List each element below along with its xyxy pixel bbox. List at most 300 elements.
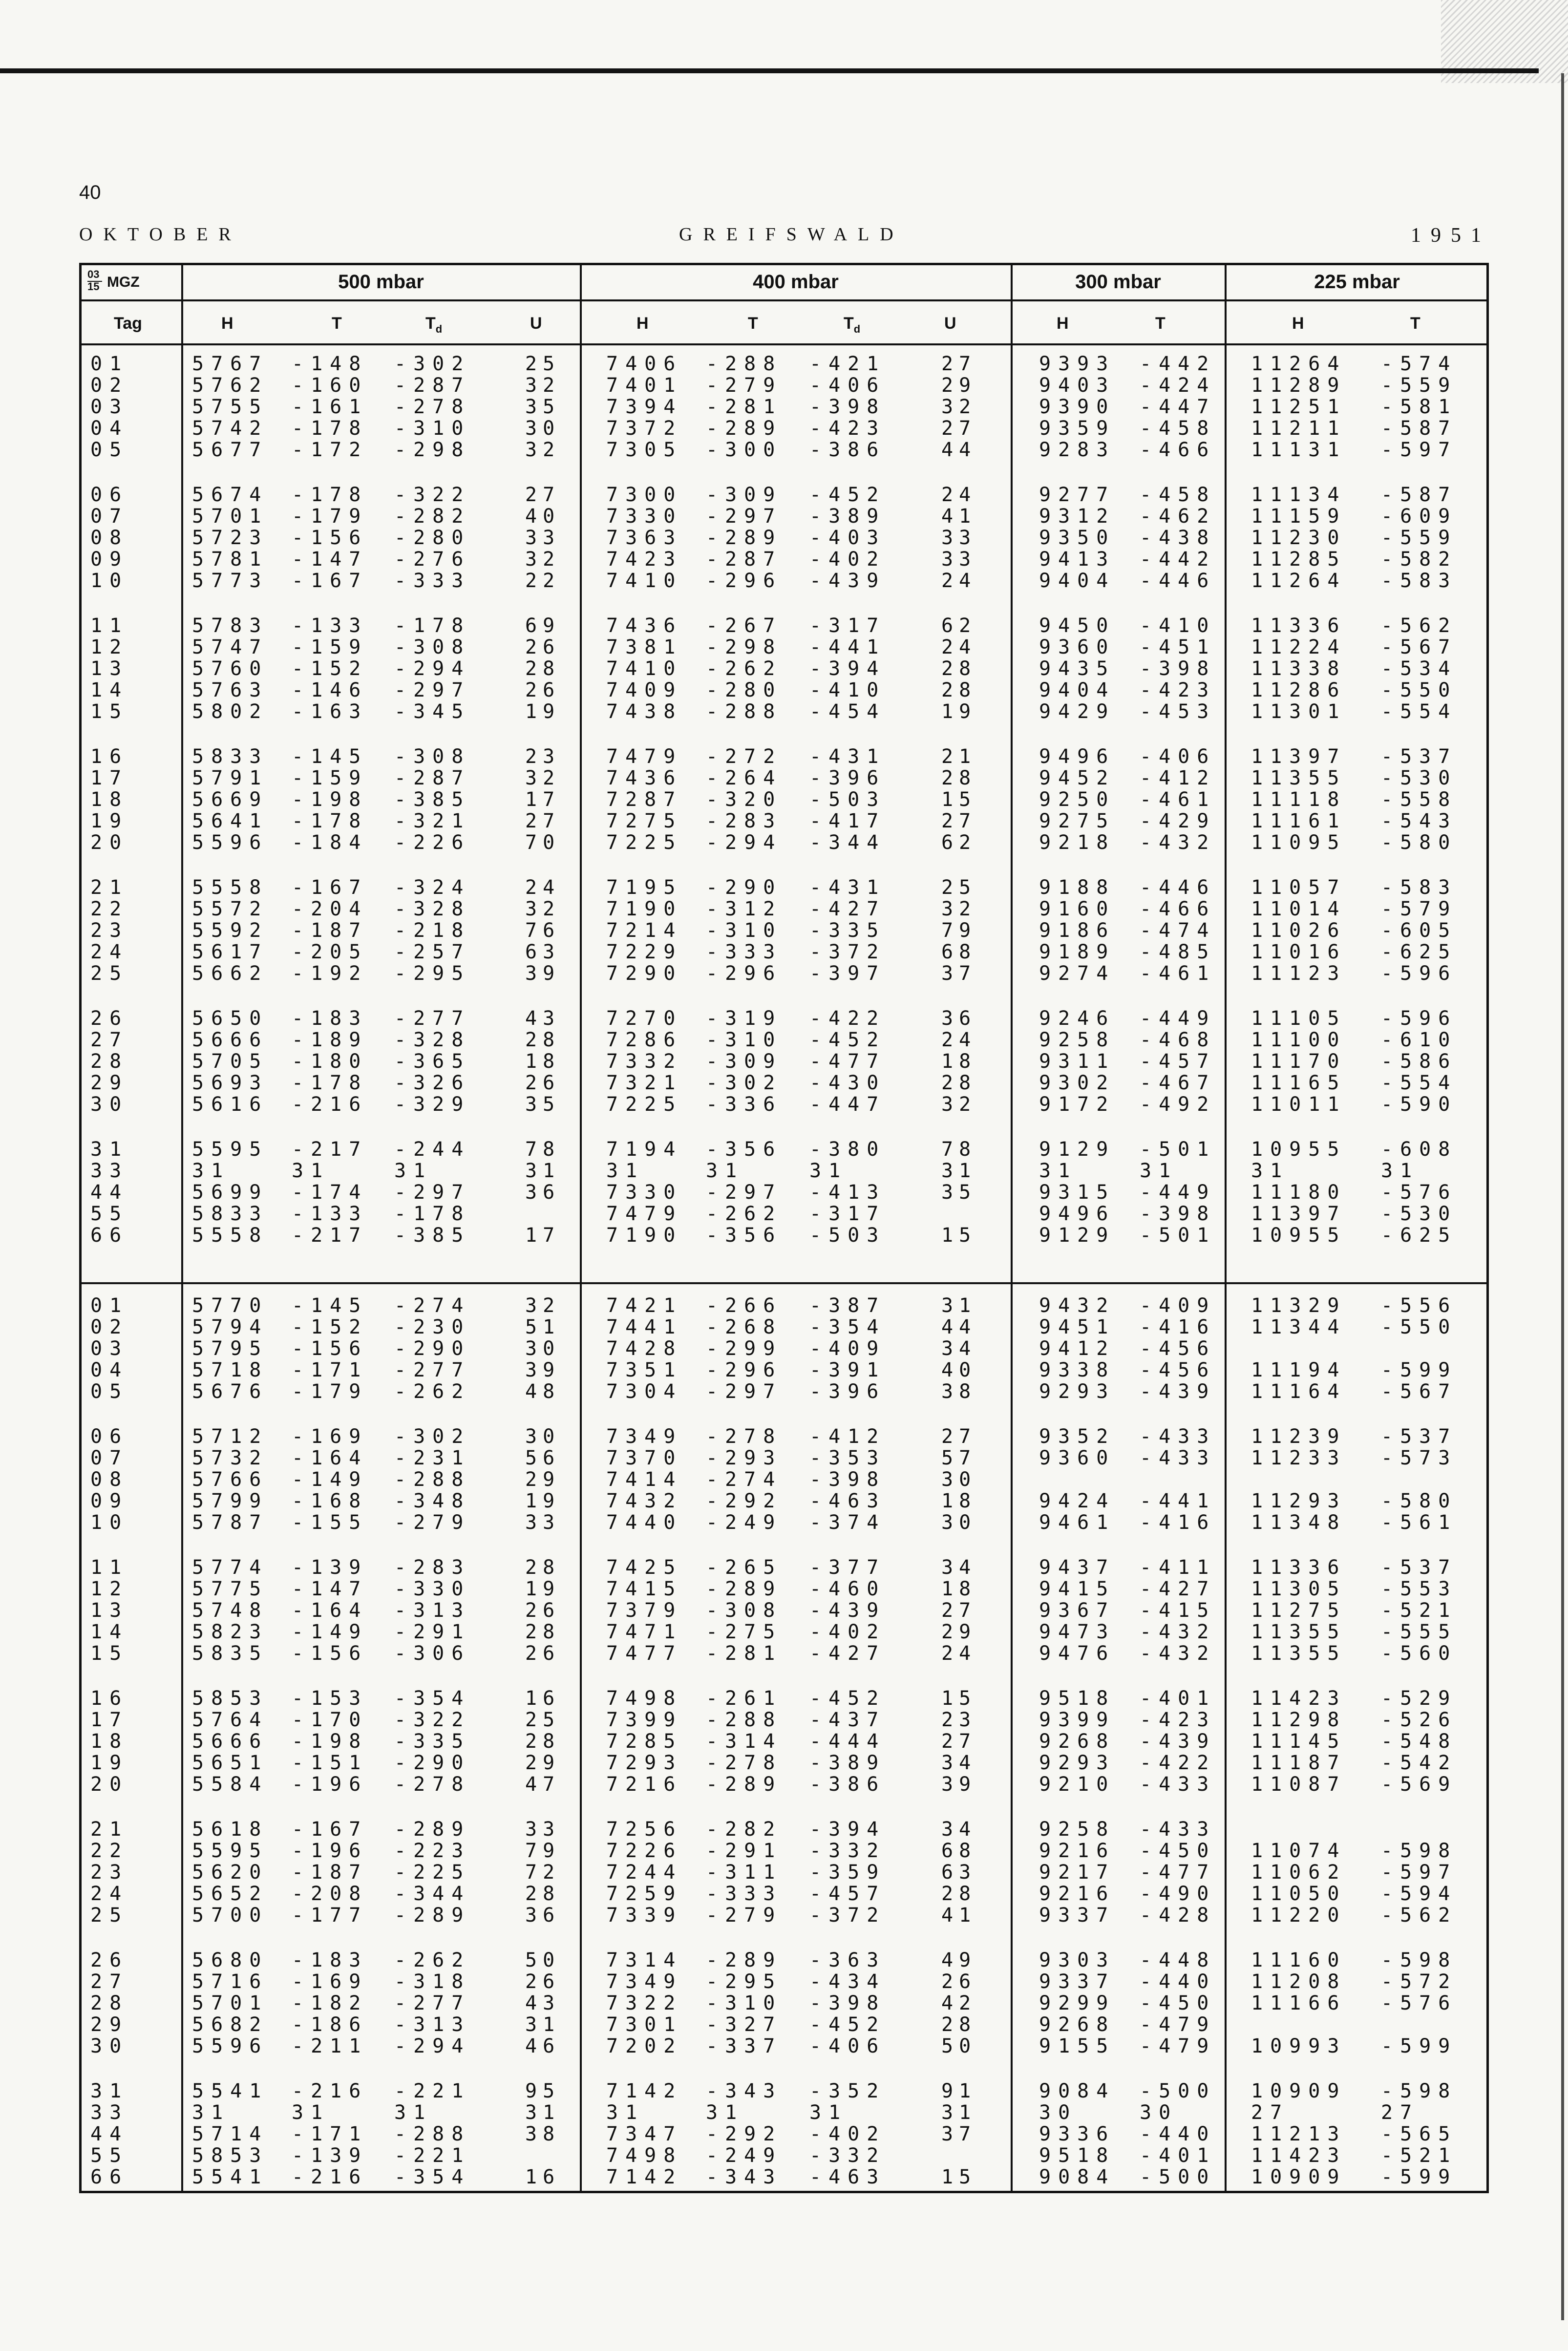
cell-225-t: -587	[1381, 484, 1458, 506]
cell-300-h: 9268	[1039, 2013, 1116, 2036]
cell-300-t: -411	[1140, 1556, 1216, 1579]
cell-500-td: -274	[394, 1294, 471, 1317]
group-header-300: 300 mbar	[1075, 271, 1161, 293]
cell-400-td: -409	[809, 1337, 886, 1360]
cell-400-t: -333	[706, 941, 783, 963]
cell-400-td: -406	[809, 374, 886, 397]
cell-400-h: 7498	[606, 2144, 683, 2167]
cell-500-u: 30	[525, 1425, 561, 1448]
cell-400-td: -344	[809, 831, 886, 854]
cell-400-t: -267	[706, 614, 783, 637]
cell-400-td: 31	[809, 1160, 848, 1182]
cell-400-t: -319	[706, 1007, 783, 1030]
cell-400-t: -296	[706, 1359, 783, 1381]
cell-400-td: -421	[809, 353, 886, 375]
cell-400-h: 7372	[606, 417, 683, 440]
cell-400-u: 18	[941, 1490, 977, 1512]
cell-500-u: 33	[525, 1511, 561, 1534]
scan-edge-line	[1561, 73, 1564, 2320]
cell-tag: 18	[90, 788, 129, 811]
cell-400-td: -372	[809, 1904, 886, 1927]
cell-225-t: -583	[1381, 876, 1458, 899]
cell-400-t: -291	[706, 1840, 783, 1862]
cell-400-h: 7332	[606, 1050, 683, 1073]
cell-tag: 07	[90, 505, 129, 528]
cell-400-td: -417	[809, 810, 886, 832]
cell-400-t: -308	[706, 1599, 783, 1622]
cell-300-t: -501	[1140, 1224, 1216, 1247]
col-header-400-h: H	[636, 314, 649, 333]
cell-500-td: -306	[394, 1642, 471, 1665]
cell-300-h: 9432	[1039, 1294, 1116, 1317]
cell-400-h: 7421	[606, 1294, 683, 1317]
cell-500-t: -164	[292, 1447, 368, 1469]
cell-225-h: 11251	[1251, 396, 1347, 418]
cell-300-t: -423	[1140, 679, 1216, 701]
cell-500-u: 19	[525, 1578, 561, 1600]
cell-225-t: -580	[1381, 831, 1458, 854]
cell-400-td: -413	[809, 1181, 886, 1204]
cell-300-t: -479	[1140, 2013, 1216, 2036]
cell-225-h: 11159	[1251, 505, 1347, 528]
cell-400-h: 7190	[606, 1224, 683, 1247]
cell-225-t: -581	[1381, 396, 1458, 418]
cell-500-td: -333	[394, 570, 471, 592]
cell-400-h: 7290	[606, 962, 683, 985]
cell-300-t: -450	[1140, 1992, 1216, 2014]
cell-400-t: -289	[706, 417, 783, 440]
cell-225-h: 11123	[1251, 962, 1347, 985]
cell-225-h: 11230	[1251, 527, 1347, 549]
cell-400-t: -343	[706, 2166, 783, 2188]
cell-400-h: 7142	[606, 2166, 683, 2188]
cell-tag: 26	[90, 1949, 129, 1971]
cell-400-t: -356	[706, 1138, 783, 1161]
cell-225-h: 11301	[1251, 700, 1347, 723]
cell-tag: 29	[90, 1072, 129, 1094]
cell-400-u: 78	[941, 1138, 977, 1161]
cell-300-h: 9352	[1039, 1425, 1116, 1448]
cell-225-t: -597	[1381, 1861, 1458, 1884]
cell-225-t: -537	[1381, 1425, 1458, 1448]
cell-500-h: 5762	[192, 374, 269, 397]
cell-400-td: -423	[809, 417, 886, 440]
cell-400-u: 23	[941, 1709, 977, 1731]
cell-tag: 22	[90, 898, 129, 920]
cell-500-t: -159	[292, 636, 368, 658]
cell-400-td: -457	[809, 1883, 886, 1905]
cell-300-h: 9399	[1039, 1709, 1116, 1731]
cell-225-h: 11160	[1251, 1949, 1347, 1971]
cell-400-u: 30	[941, 1468, 977, 1491]
cell-400-t: -288	[706, 1709, 783, 1731]
cell-400-h: 7479	[606, 1203, 683, 1225]
cell-500-u: 78	[525, 1138, 561, 1161]
cell-tag: 16	[90, 1687, 129, 1710]
cell-500-td: -313	[394, 2013, 471, 2036]
cell-400-h: 7322	[606, 1992, 683, 2014]
cell-tag: 66	[90, 2166, 129, 2188]
cell-300-t: -448	[1140, 1949, 1216, 1971]
cell-500-t: -179	[292, 505, 368, 528]
cell-500-t: -184	[292, 831, 368, 854]
cell-400-t: -320	[706, 788, 783, 811]
cell-300-t: -409	[1140, 1294, 1216, 1317]
cell-500-t: -198	[292, 1730, 368, 1753]
cell-400-h: 7363	[606, 527, 683, 549]
cell-300-t: -500	[1140, 2080, 1216, 2102]
col-header-300-h: H	[1057, 314, 1069, 333]
cell-400-h: 7256	[606, 1818, 683, 1841]
cell-400-t: -289	[706, 527, 783, 549]
cell-400-h: 7349	[606, 1970, 683, 1993]
cell-400-t: -288	[706, 353, 783, 375]
cell-500-t: -151	[292, 1752, 368, 1774]
cell-225-t: -537	[1381, 745, 1458, 768]
cell-400-t: -275	[706, 1621, 783, 1643]
cell-225-t: -599	[1381, 2035, 1458, 2057]
cell-400-td: -447	[809, 1093, 886, 1116]
cell-225-h: 11100	[1251, 1029, 1347, 1051]
cell-300-h: 9403	[1039, 374, 1116, 397]
cell-300-h: 9216	[1039, 1840, 1116, 1862]
cell-225-t: -530	[1381, 1203, 1458, 1225]
cell-400-u: 27	[941, 1425, 977, 1448]
cell-225-h: 11118	[1251, 788, 1347, 811]
cell-400-h: 7479	[606, 745, 683, 768]
cell-500-u: 19	[525, 1490, 561, 1512]
cell-400-td: -354	[809, 1316, 886, 1338]
cell-400-td: -398	[809, 1468, 886, 1491]
cell-500-h: 5595	[192, 1840, 269, 1862]
cell-500-td: -231	[394, 1447, 471, 1469]
cell-500-h: 5666	[192, 1029, 269, 1051]
cell-300-h: 9393	[1039, 353, 1116, 375]
cell-500-td: -226	[394, 831, 471, 854]
cell-225-h: 11180	[1251, 1181, 1347, 1204]
cell-500-u: 27	[525, 484, 561, 506]
cell-tag: 66	[90, 1224, 129, 1247]
cell-500-td: -289	[394, 1818, 471, 1841]
cell-400-t: -312	[706, 898, 783, 920]
cell-500-td: -288	[394, 1468, 471, 1491]
cell-300-t: -458	[1140, 484, 1216, 506]
cell-500-u: 76	[525, 919, 561, 942]
cell-500-td: -230	[394, 1316, 471, 1338]
cell-400-u: 15	[941, 1687, 977, 1710]
cell-500-td: -298	[394, 439, 471, 461]
group-header-400: 400 mbar	[753, 271, 839, 293]
cell-400-h: 7471	[606, 1621, 683, 1643]
cell-225-h: 11016	[1251, 941, 1347, 963]
cell-225-t: -610	[1381, 1029, 1458, 1051]
cell-300-h: 9303	[1039, 1949, 1116, 1971]
cell-500-t: -171	[292, 1359, 368, 1381]
cell-tag: 31	[90, 1138, 129, 1161]
cell-400-td: -380	[809, 1138, 886, 1161]
cell-500-td: -335	[394, 1730, 471, 1753]
cell-225-t: -594	[1381, 1883, 1458, 1905]
cell-400-h: 7293	[606, 1752, 683, 1774]
cell-225-t: -554	[1381, 1072, 1458, 1094]
cell-500-u: 16	[525, 1687, 561, 1710]
cell-500-t: -177	[292, 1904, 368, 1927]
cell-400-h: 7190	[606, 898, 683, 920]
cell-400-t: -278	[706, 1425, 783, 1448]
cell-225-h: 11211	[1251, 417, 1347, 440]
cell-500-h: 5767	[192, 353, 269, 375]
cell-500-t: -156	[292, 527, 368, 549]
corner-fraction	[87, 268, 99, 293]
cell-400-td: -503	[809, 1224, 886, 1247]
cell-500-u: 70	[525, 831, 561, 854]
cell-500-td: -290	[394, 1752, 471, 1774]
cell-300-t: -432	[1140, 1642, 1216, 1665]
cell-tag: 03	[90, 1337, 129, 1360]
cell-300-h: 9350	[1039, 527, 1116, 549]
cell-500-td: -277	[394, 1359, 471, 1381]
cell-300-h: 9360	[1039, 1447, 1116, 1469]
cell-500-td: -308	[394, 636, 471, 658]
cell-500-t: -192	[292, 962, 368, 985]
cell-400-t: -288	[706, 700, 783, 723]
cell-500-u: 50	[525, 1949, 561, 1971]
cell-400-u: 27	[941, 1599, 977, 1622]
cell-400-u: 28	[941, 1072, 977, 1094]
cell-400-td: -427	[809, 1642, 886, 1665]
cell-400-td: -444	[809, 1730, 886, 1753]
col-header-tag: Tag	[114, 314, 142, 333]
cell-500-t: -156	[292, 1642, 368, 1665]
cell-225-h: 11423	[1251, 2144, 1347, 2167]
cell-500-t: -133	[292, 1203, 368, 1225]
cell-400-h: 7301	[606, 2013, 683, 2036]
cell-400-td: 31	[809, 2101, 848, 2124]
cell-225-t: -569	[1381, 1773, 1458, 1796]
cell-400-td: -431	[809, 745, 886, 768]
cell-225-h: 11170	[1251, 1050, 1347, 1073]
cell-225-t: -534	[1381, 657, 1458, 680]
cell-300-t: -458	[1140, 417, 1216, 440]
cell-400-h: 7226	[606, 1840, 683, 1862]
cell-400-td: -377	[809, 1556, 886, 1579]
cell-300-t: -406	[1140, 745, 1216, 768]
cell-400-h: 7216	[606, 1773, 683, 1796]
cell-500-td: -308	[394, 745, 471, 768]
cell-400-t: -302	[706, 1072, 783, 1094]
group-header-225: 225 mbar	[1314, 271, 1400, 293]
cell-400-td: -317	[809, 1203, 886, 1225]
cell-400-h: 7214	[606, 919, 683, 942]
cell-225-t: -559	[1381, 527, 1458, 549]
cell-500-t: -178	[292, 810, 368, 832]
cell-400-u: 40	[941, 1359, 977, 1381]
cell-225-h: 11275	[1251, 1599, 1347, 1622]
cell-400-u: 62	[941, 614, 977, 637]
cell-500-h: 5833	[192, 1203, 269, 1225]
cell-225-h: 31	[1251, 1160, 1290, 1182]
cell-500-td: -326	[394, 1072, 471, 1094]
cell-300-h: 9424	[1039, 1490, 1116, 1512]
cell-300-t: -450	[1140, 1840, 1216, 1862]
cell-tag: 33	[90, 2101, 129, 2124]
cell-400-td: -439	[809, 570, 886, 592]
cell-400-td: -363	[809, 1949, 886, 1971]
header-divider	[82, 299, 1486, 301]
cell-400-u: 37	[941, 2123, 977, 2145]
cell-400-u: 28	[941, 1883, 977, 1905]
cell-500-td: -262	[394, 1949, 471, 1971]
cell-tag: 44	[90, 2123, 129, 2145]
cell-tag: 07	[90, 1447, 129, 1469]
cell-225-h: 11286	[1251, 679, 1347, 701]
cell-400-u: 15	[941, 1224, 977, 1247]
cell-500-t: -159	[292, 767, 368, 789]
cell-400-u: 27	[941, 353, 977, 375]
cell-225-t: -572	[1381, 1970, 1458, 1993]
cell-300-h: 9518	[1039, 2144, 1116, 2167]
cell-500-td: -328	[394, 1029, 471, 1051]
cell-500-u: 17	[525, 1224, 561, 1247]
cell-225-t: 27	[1381, 2101, 1420, 2124]
cell-400-td: -430	[809, 1072, 886, 1094]
cell-225-h: 10955	[1251, 1138, 1347, 1161]
cell-500-h: 5662	[192, 962, 269, 985]
cell-400-td: -386	[809, 439, 886, 461]
cell-400-u: 26	[941, 1970, 977, 1993]
cell-tag: 18	[90, 1730, 129, 1753]
cell-400-h: 7202	[606, 2035, 683, 2057]
cell-300-h: 9293	[1039, 1752, 1116, 1774]
cell-225-t: -582	[1381, 548, 1458, 571]
cell-400-td: -402	[809, 548, 886, 571]
cell-300-h: 9129	[1039, 1224, 1116, 1247]
cell-400-u: 27	[941, 417, 977, 440]
cell-400-td: -439	[809, 1599, 886, 1622]
cell-300-h: 9437	[1039, 1556, 1116, 1579]
cell-500-t: -182	[292, 1992, 368, 2014]
cell-tag: 28	[90, 1050, 129, 1073]
cell-500-h: 5742	[192, 417, 269, 440]
cell-tag: 01	[90, 353, 129, 375]
group-divider-400-300	[1011, 265, 1013, 2191]
cell-300-h: 9518	[1039, 1687, 1116, 1710]
cell-500-u: 43	[525, 1007, 561, 1030]
cell-400-t: -279	[706, 1904, 783, 1927]
cell-tag: 08	[90, 1468, 129, 1491]
cell-500-u: 26	[525, 1072, 561, 1094]
cell-500-u: 26	[525, 1970, 561, 1993]
cell-300-t: -416	[1140, 1316, 1216, 1338]
cell-tag: 05	[90, 1380, 129, 1403]
cell-300-h: 9337	[1039, 1904, 1116, 1927]
cell-400-t: -300	[706, 439, 783, 461]
cell-500-h: 5701	[192, 1992, 269, 2014]
cell-300-t: -401	[1140, 1687, 1216, 1710]
cell-tag: 19	[90, 810, 129, 832]
cell-225-h: 11164	[1251, 1380, 1347, 1403]
cell-500-t: -161	[292, 396, 368, 418]
cell-400-t: -290	[706, 876, 783, 899]
cell-225-h: 10909	[1251, 2166, 1347, 2188]
cell-400-u: 33	[941, 548, 977, 571]
cell-300-t: -447	[1140, 396, 1216, 418]
cell-400-td: -396	[809, 1380, 886, 1403]
group-divider-500-400	[580, 265, 582, 2191]
cell-300-h: 9429	[1039, 700, 1116, 723]
cell-400-h: 7415	[606, 1578, 683, 1600]
cell-500-td: -218	[394, 919, 471, 942]
cell-400-h: 7399	[606, 1709, 683, 1731]
scan-border-line	[0, 68, 1539, 73]
cell-500-u: 19	[525, 700, 561, 723]
cell-300-t: -438	[1140, 527, 1216, 549]
cell-tag: 04	[90, 1359, 129, 1381]
col-header-300-t: T	[1155, 314, 1165, 333]
cell-225-t: -573	[1381, 1447, 1458, 1469]
cell-225-h: 11208	[1251, 1970, 1347, 1993]
cell-400-td: -397	[809, 962, 886, 985]
cell-500-u: 31	[525, 1160, 561, 1182]
cell-400-u: 28	[941, 679, 977, 701]
cell-300-h: 9496	[1039, 1203, 1116, 1225]
cell-tag: 10	[90, 1511, 129, 1534]
cell-500-h: 5714	[192, 2123, 269, 2145]
cell-225-h: 11074	[1251, 1840, 1347, 1862]
cell-500-h: 5787	[192, 1511, 269, 1534]
cell-400-td: -398	[809, 1992, 886, 2014]
cell-400-u: 28	[941, 2013, 977, 2036]
cell-225-t: -598	[1381, 1949, 1458, 1971]
cell-300-h: 9415	[1039, 1578, 1116, 1600]
cell-400-h: 7498	[606, 1687, 683, 1710]
cell-300-t: -401	[1140, 2144, 1216, 2167]
cell-400-u: 62	[941, 831, 977, 854]
cell-500-t: -179	[292, 1380, 368, 1403]
cell-400-td: -389	[809, 505, 886, 528]
cell-500-u: 32	[525, 439, 561, 461]
cell-225-h: 11298	[1251, 1709, 1347, 1731]
cell-300-h: 9277	[1039, 484, 1116, 506]
cell-500-h: 5558	[192, 1224, 269, 1247]
cell-500-u: 31	[525, 2013, 561, 2036]
cell-500-td: -244	[394, 1138, 471, 1161]
cell-400-t: -266	[706, 1294, 783, 1317]
cell-500-u: 79	[525, 1840, 561, 1862]
cell-500-td: -297	[394, 1181, 471, 1204]
cell-400-td: -402	[809, 2123, 886, 2145]
cell-400-u: 32	[941, 396, 977, 418]
cell-225-h: 11397	[1251, 1203, 1347, 1225]
cell-tag: 55	[90, 2144, 129, 2167]
cell-225-h: 11233	[1251, 1447, 1347, 1469]
cell-225-t: -537	[1381, 1556, 1458, 1579]
cell-400-u: 33	[941, 527, 977, 549]
cell-500-td: -225	[394, 1861, 471, 1884]
cell-400-td: -332	[809, 2144, 886, 2167]
cell-225-h: 11285	[1251, 548, 1347, 571]
col-header-400-u: U	[944, 314, 956, 333]
cell-500-td: -277	[394, 1007, 471, 1030]
cell-300-h: 9084	[1039, 2080, 1116, 2102]
cell-225-t: -599	[1381, 2166, 1458, 2188]
cell-500-td: -223	[394, 1840, 471, 1862]
cell-300-t: -490	[1140, 1883, 1216, 1905]
col-header-225-t: T	[1410, 314, 1420, 333]
cell-500-h: 5674	[192, 484, 269, 506]
cell-300-t: -440	[1140, 2123, 1216, 2145]
cell-500-h: 5558	[192, 876, 269, 899]
